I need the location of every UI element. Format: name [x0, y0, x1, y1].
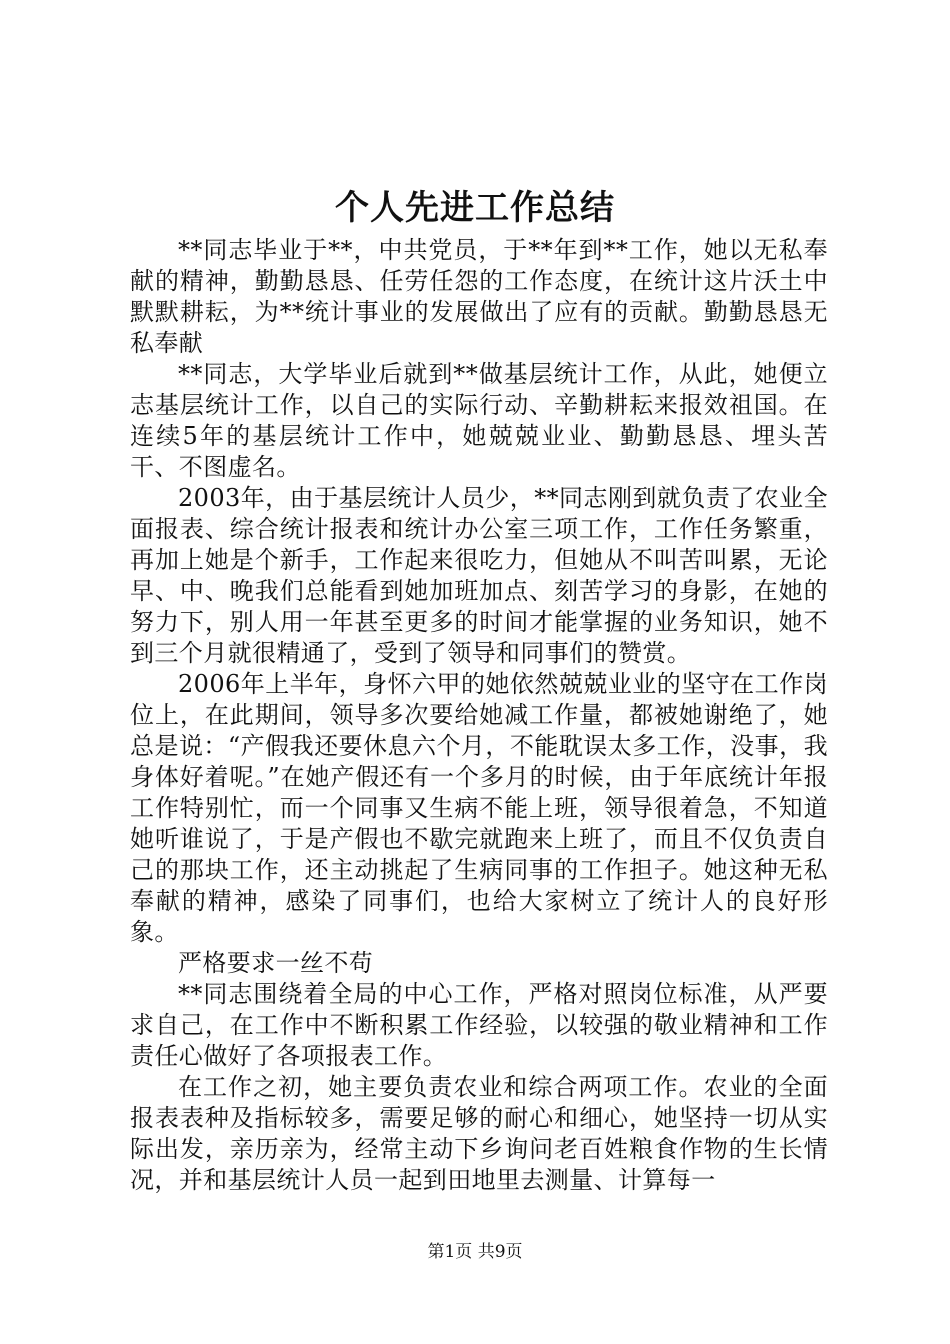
paragraph: 在工作之初，她主要负责农业和综合两项工作。农业的全面报表表种及指标较多，需要足够的耐心和细心，她坚持一切从实际出发，亲历亲为，经常主动下乡询问老百姓粮食作物的生长情况，并和基层统计人员一起到田地里去测量、计算每一 — [130, 1073, 828, 1194]
document-title: 个人先进工作总结 — [335, 188, 615, 228]
paragraph: **同志，大学毕业后就到**做基层统计工作，从此，她便立志基层统计工作，以自己的实际行动、辛勤耕耘来报效祖国。在连续5年的基层统计工作中，她兢兢业业、勤勤恳恳、埋头苦干、不图虚名。 — [130, 360, 828, 481]
paragraph: **同志毕业于**，中共党员，于**年到**工作，她以无私奉献的精神，勤勤恳恳、任劳任怨的工作态度，在统计这片沃土中默默耕耘，为**统计事业的发展做出了应有的贡献。勤勤恳恳无私奉献 — [130, 236, 828, 357]
paragraph: **同志围绕着全局的中心工作，严格对照岗位标准，从严要求自己，在工作中不断积累工作经验，以较强的敬业精神和工作责任心做好了各项报表工作。 — [130, 980, 828, 1070]
page-footer: 第1页 共9页 — [427, 1242, 523, 1262]
section-heading: 严格要求一丝不苟 — [178, 949, 374, 977]
document-body — [130, 235, 828, 1196]
paragraph: 2006年上半年，身怀六甲的她依然兢兢业业的坚守在工作岗位上，在此期间，领导多次要给她减工作量，都被她谢绝了，她总是说：“产假我还要休息六个月，不能耽误太多工作，没事，我身体好着呢。”在她产假还有一个多月的时候，由于年底统计年报工作特别忙，而一个同事又生病不能上班，领导很着急，不知道她听谁说了，于是产假也不歇完就跑来上班了，而且不仅负责自己的那块工作，还主动挑起了生病同事的工作担子。她这种无私奉献的精神，感染了同事们，也给大家树立了统计人的良好形象。 — [130, 670, 828, 946]
paragraph: 2003年，由于基层统计人员少，**同志刚到就负责了农业全面报表、综合统计报表和统计办公室三项工作，工作任务繁重，再加上她是个新手，工作起来很吃力，但她从不叫苦叫累，无论早、中、晚我们总能看到她加班加点、刻苦学习的身影，在她的努力下，别人用一年甚至更多的时间才能掌握的业务知识，她不到三个月就很精通了，受到了领导和同事们的赞赏。 — [130, 484, 828, 667]
